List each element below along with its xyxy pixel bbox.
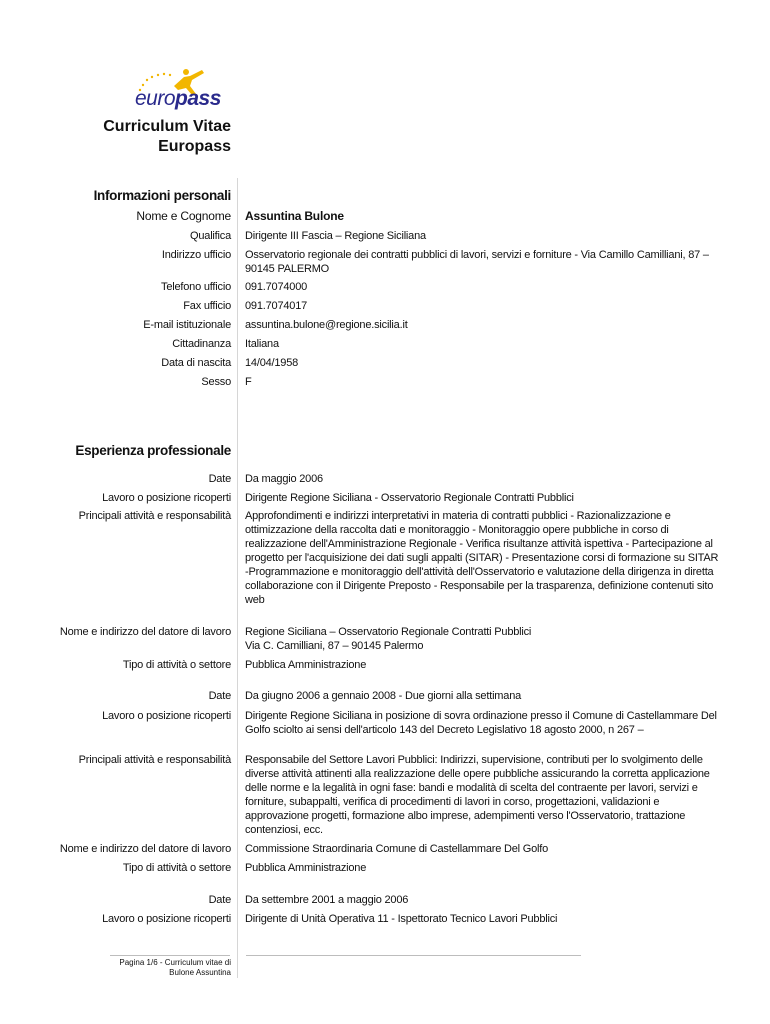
label-posizione: Lavoro o posizione ricoperti [102, 492, 231, 504]
value-attivita: Approfondimenti e indirizzi interpretativi in materia di contratti pubblici - Razionalizzazione e ottimizzazione della raccolta dati e monitoraggio - Monitoraggio opere pubbliche in corso di realizzazione dell'Amministrazione Regionale - Verifica risultanze attività ispettiva - Partecipazione al progetto per l'acquisizione dei dati sugli appalti (SITAR) - Presentazione corsi di formazione su SITAR -Programmazione e monitoraggio dell'attività dell'Osservatorio e valutazione della dirigenza in diretta collaborazione con il Dirigente Preposto - Responsabile per la trasparenza, definizione contenuti sito web [245, 510, 719, 606]
label-datore: Nome e indirizzo del datore di lavoro [59, 626, 231, 638]
europass-wordmark: europass [135, 87, 221, 110]
footer-rule-left [110, 955, 230, 956]
label-datore: Nome e indirizzo del datore di lavoro [59, 843, 231, 855]
value-name: Assuntina Bulone [245, 209, 344, 223]
value-settore: Pubblica Amministrazione [245, 659, 367, 671]
value-data-nascita: 14/04/1958 [245, 357, 299, 369]
label-indirizzo: Indirizzo ufficio [161, 249, 231, 261]
value-date: Da giugno 2006 a gennaio 2008 - Due giorni alla settimana [245, 690, 522, 702]
cv-title [31, 117, 231, 157]
label-attivita: Principali attività e responsabilità [78, 754, 231, 766]
label-name: Nome e Cognome [136, 209, 231, 223]
label-date: Date [208, 690, 231, 702]
value-email[interactable]: assuntina.bulone@regione.sicilia.it [245, 319, 408, 331]
value-indirizzo: Osservatorio regionale dei contratti pubblici di lavori, servizi e forniture - Via Camillo Camilliani, 87 – 90145 PALERMO [245, 249, 709, 275]
value-datore: Commissione Straordinaria Comune di Castellammare Del Golfo [245, 843, 549, 855]
label-date: Date [208, 473, 231, 485]
footer-line1: Pagina 1/6 - Curriculum vitae di [119, 958, 231, 967]
footer-rule-right [246, 955, 581, 956]
label-attivita: Principali attività e responsabilità [78, 510, 231, 522]
value-posizione: Dirigente di Unità Operativa 11 - Ispettorato Tecnico Lavori Pubblici [245, 913, 558, 925]
label-posizione: Lavoro o posizione ricoperti [102, 913, 231, 925]
value-qualifica: Dirigente III Fascia – Regione Siciliana [245, 230, 426, 242]
column-divider [237, 178, 238, 978]
value-date: Da maggio 2006 [245, 473, 323, 485]
label-sesso: Sesso [201, 376, 231, 388]
value-posizione: Dirigente Regione Siciliana - Osservatorio Regionale Contratti Pubblici [245, 492, 574, 504]
value-datore: Regione Siciliana – Osservatorio Regionale Contratti Pubblici Via C. Camilliani, 87 – 90145 Palermo [245, 626, 532, 652]
value-settore: Pubblica Amministrazione [245, 862, 367, 874]
value-posizione: Dirigente Regione Siciliana in posizione di sovra ordinazione presso il Comune di Castellammare Del Golfo sciolto ai sensi dell'articolo 143 del Decreto Legislativo 18 agosto 2000, n 267 – [245, 710, 717, 736]
footer-line2: Bulone Assuntina [169, 968, 231, 977]
label-settore: Tipo di attività o settore [122, 862, 231, 874]
label-posizione: Lavoro o posizione ricoperti [102, 710, 231, 722]
section-heading-personal: Informazioni personali [93, 188, 231, 203]
page-footer [71, 958, 231, 978]
europass-logo [130, 68, 230, 116]
label-telefono: Telefono ufficio [161, 281, 231, 293]
label-settore: Tipo di attività o settore [122, 659, 231, 671]
cv-title-line2: Europass [158, 138, 231, 155]
label-cittadinanza: Cittadinanza [172, 338, 231, 350]
value-fax: 091.7074017 [245, 300, 308, 312]
label-fax: Fax ufficio [183, 300, 231, 312]
cv-title-line1: Curriculum Vitae [103, 118, 231, 135]
value-cittadinanza: Italiana [245, 338, 279, 350]
value-attivita: Responsabile del Settore Lavori Pubblici: Indirizzi, supervisione, contributi per lo svolgimento delle diverse attività attinenti alla realizzazione delle opere pubbliche assicurando la corretta applicazione delle norme e la legalità in ogni fase: bandi e modalità di scelta del contraente per lavori, servizi e forniture, subappalti, verifica di procedimenti di lavori in corso, progettazioni, validazioni e approvazione progetti, formazione albo imprese, adempimenti verso l'Osservatorio, trattazione contenziosi, ecc. [245, 754, 710, 836]
value-telefono: 091.7074000 [245, 281, 308, 293]
value-sesso: F [245, 376, 252, 388]
section-heading-experience: Esperienza professionale [75, 443, 231, 458]
value-date: Da settembre 2001 a maggio 2006 [245, 894, 409, 906]
label-email: E-mail istituzionale [143, 319, 231, 331]
label-data-nascita: Data di nascita [161, 357, 231, 369]
label-date: Date [208, 894, 231, 906]
label-qualifica: Qualifica [190, 230, 231, 242]
